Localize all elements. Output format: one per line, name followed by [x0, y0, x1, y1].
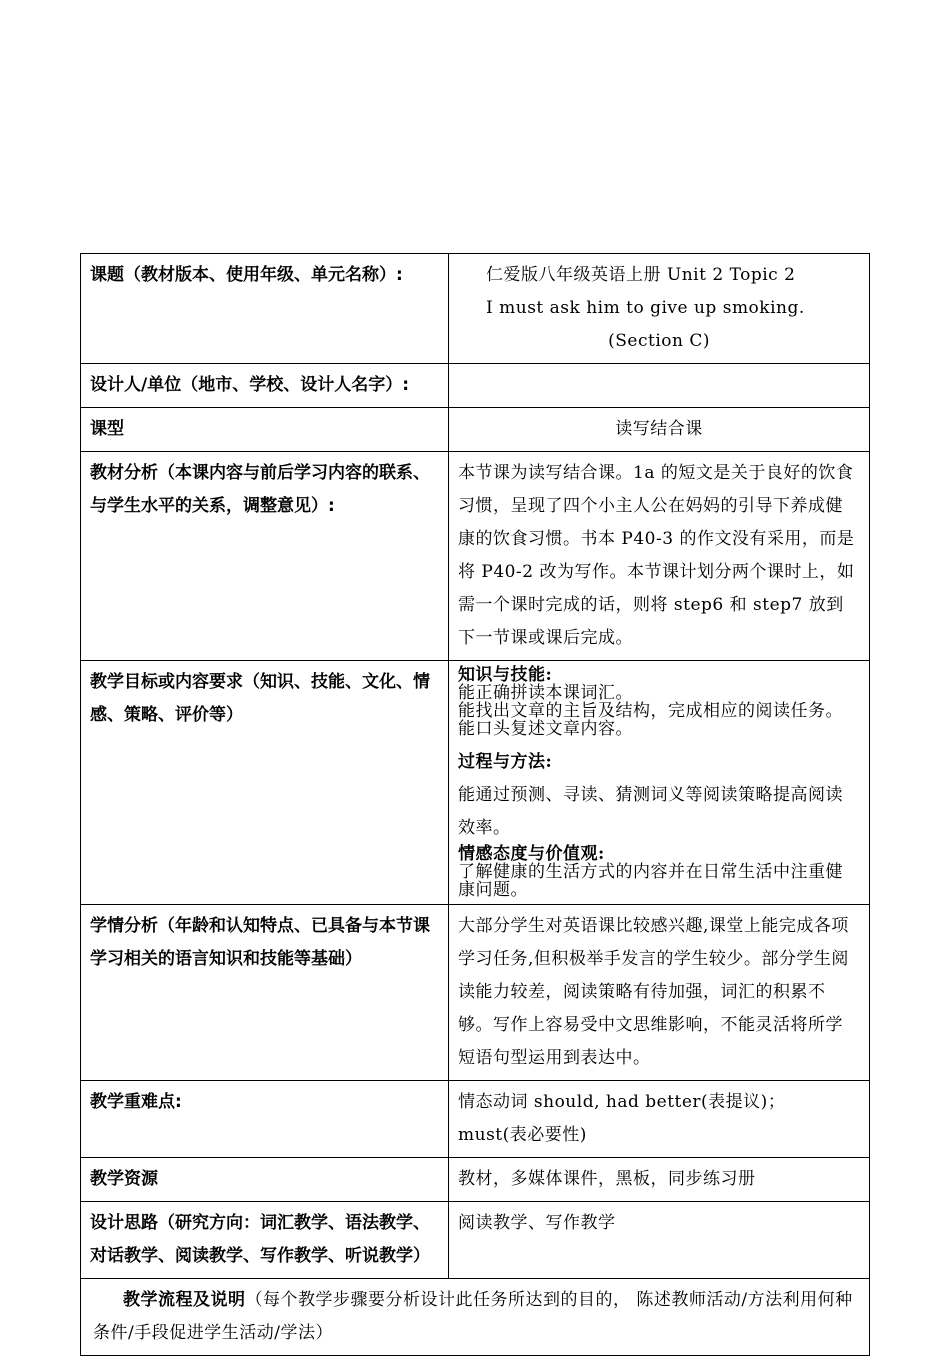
resources-value: 教材，多媒体课件，黑板，同步练习册: [449, 1158, 870, 1202]
table-row: [81, 452, 870, 661]
material-label: 教材分析（本课内容与前后学习内容的联系、与学生水平的关系，调整意见）:: [81, 452, 449, 661]
designer-value: [449, 364, 870, 408]
resources-label: 教学资源: [81, 1158, 449, 1202]
lesson-type-value: 读写结合课: [449, 408, 870, 452]
students-value: 大部分学生对英语课比较感兴趣,课堂上能完成各项学习任务,但积极举手发言的学生较少。部分学生阅读能力较差，阅读策略有待加强，词汇的积累不够。写作上容易受中文思维影响，不能灵活将所学短语句型运用到表达中。: [449, 905, 870, 1081]
knowledge-item: 能口头复述文章内容。: [458, 719, 633, 739]
design-value: 阅读教学、写作教学: [449, 1202, 870, 1279]
key-points-label: 教学重难点:: [81, 1081, 449, 1158]
lesson-type-label: 课型: [81, 408, 449, 452]
students-label: 学情分析（年龄和认知特点、已具备与本节课学习相关的语言知识和技能等基础）: [81, 905, 449, 1081]
table-row: [81, 1081, 870, 1158]
key-points-value: 情态动词 should, had better(表提议)； must(表必要性): [449, 1081, 870, 1158]
emotion-item: 了解健康的生活方式的内容并在日常生活中注重健康问题。: [458, 862, 843, 900]
process-heading: 过程与方法:: [458, 752, 553, 772]
table-row: [81, 905, 870, 1081]
topic-value: [449, 254, 870, 364]
knowledge-heading: 知识与技能:: [458, 665, 553, 685]
table-row: [81, 364, 870, 408]
designer-label: 设计人/单位（地市、学校、设计人名字）:: [81, 364, 449, 408]
table-row: [81, 1158, 870, 1202]
goals-label: 教学目标或内容要求（知识、技能、文化、情感、策略、评价等）: [81, 661, 449, 905]
flow-heading: 教学流程及说明: [123, 1290, 246, 1310]
table-row: [81, 661, 870, 905]
emotion-heading: 情感态度与价值观:: [458, 844, 605, 864]
topic-line-1: 仁爱版八年级英语上册 Unit 2 Topic 2: [486, 265, 796, 285]
design-label: 设计思路（研究方向：词汇教学、语法教学、对话教学、阅读教学、写作教学、听说教学）: [81, 1202, 449, 1279]
goals-value: [449, 661, 870, 905]
process-item: 能通过预测、寻读、猜测词义等阅读策略提高阅读效率。: [458, 785, 843, 838]
topic-line-2: I must ask him to give up smoking.: [486, 298, 805, 318]
table-row: [81, 408, 870, 452]
knowledge-item: 能正确拼读本课词汇。: [458, 683, 633, 703]
knowledge-item: 能找出文章的主旨及结构，完成相应的阅读任务。: [458, 701, 843, 721]
material-value: 本节课为读写结合课。1a 的短文是关于良好的饮食习惯，呈现了四个小主人公在妈妈的引导下养成健康的饮食习惯。书本 P40-3 的作文没有采用，而是将 P40-2 改为写作。本节课计划分两个课时上，如需一个课时完成的话，则将 step6 和 step7 放到下一节课或课后完成。: [449, 452, 870, 661]
table-row: [81, 254, 870, 364]
table-row: [81, 1202, 870, 1279]
topic-line-3: (Section C): [608, 331, 710, 351]
lesson-plan-table: [80, 253, 870, 1356]
topic-label: 课题（教材版本、使用年级、单元名称）:: [81, 254, 449, 364]
flow-description: （每个教学步骤要分析设计此任务所达到的目的， 陈述教师活动/方法利用何种条件/手段促进学生活动/学法）: [93, 1290, 853, 1343]
